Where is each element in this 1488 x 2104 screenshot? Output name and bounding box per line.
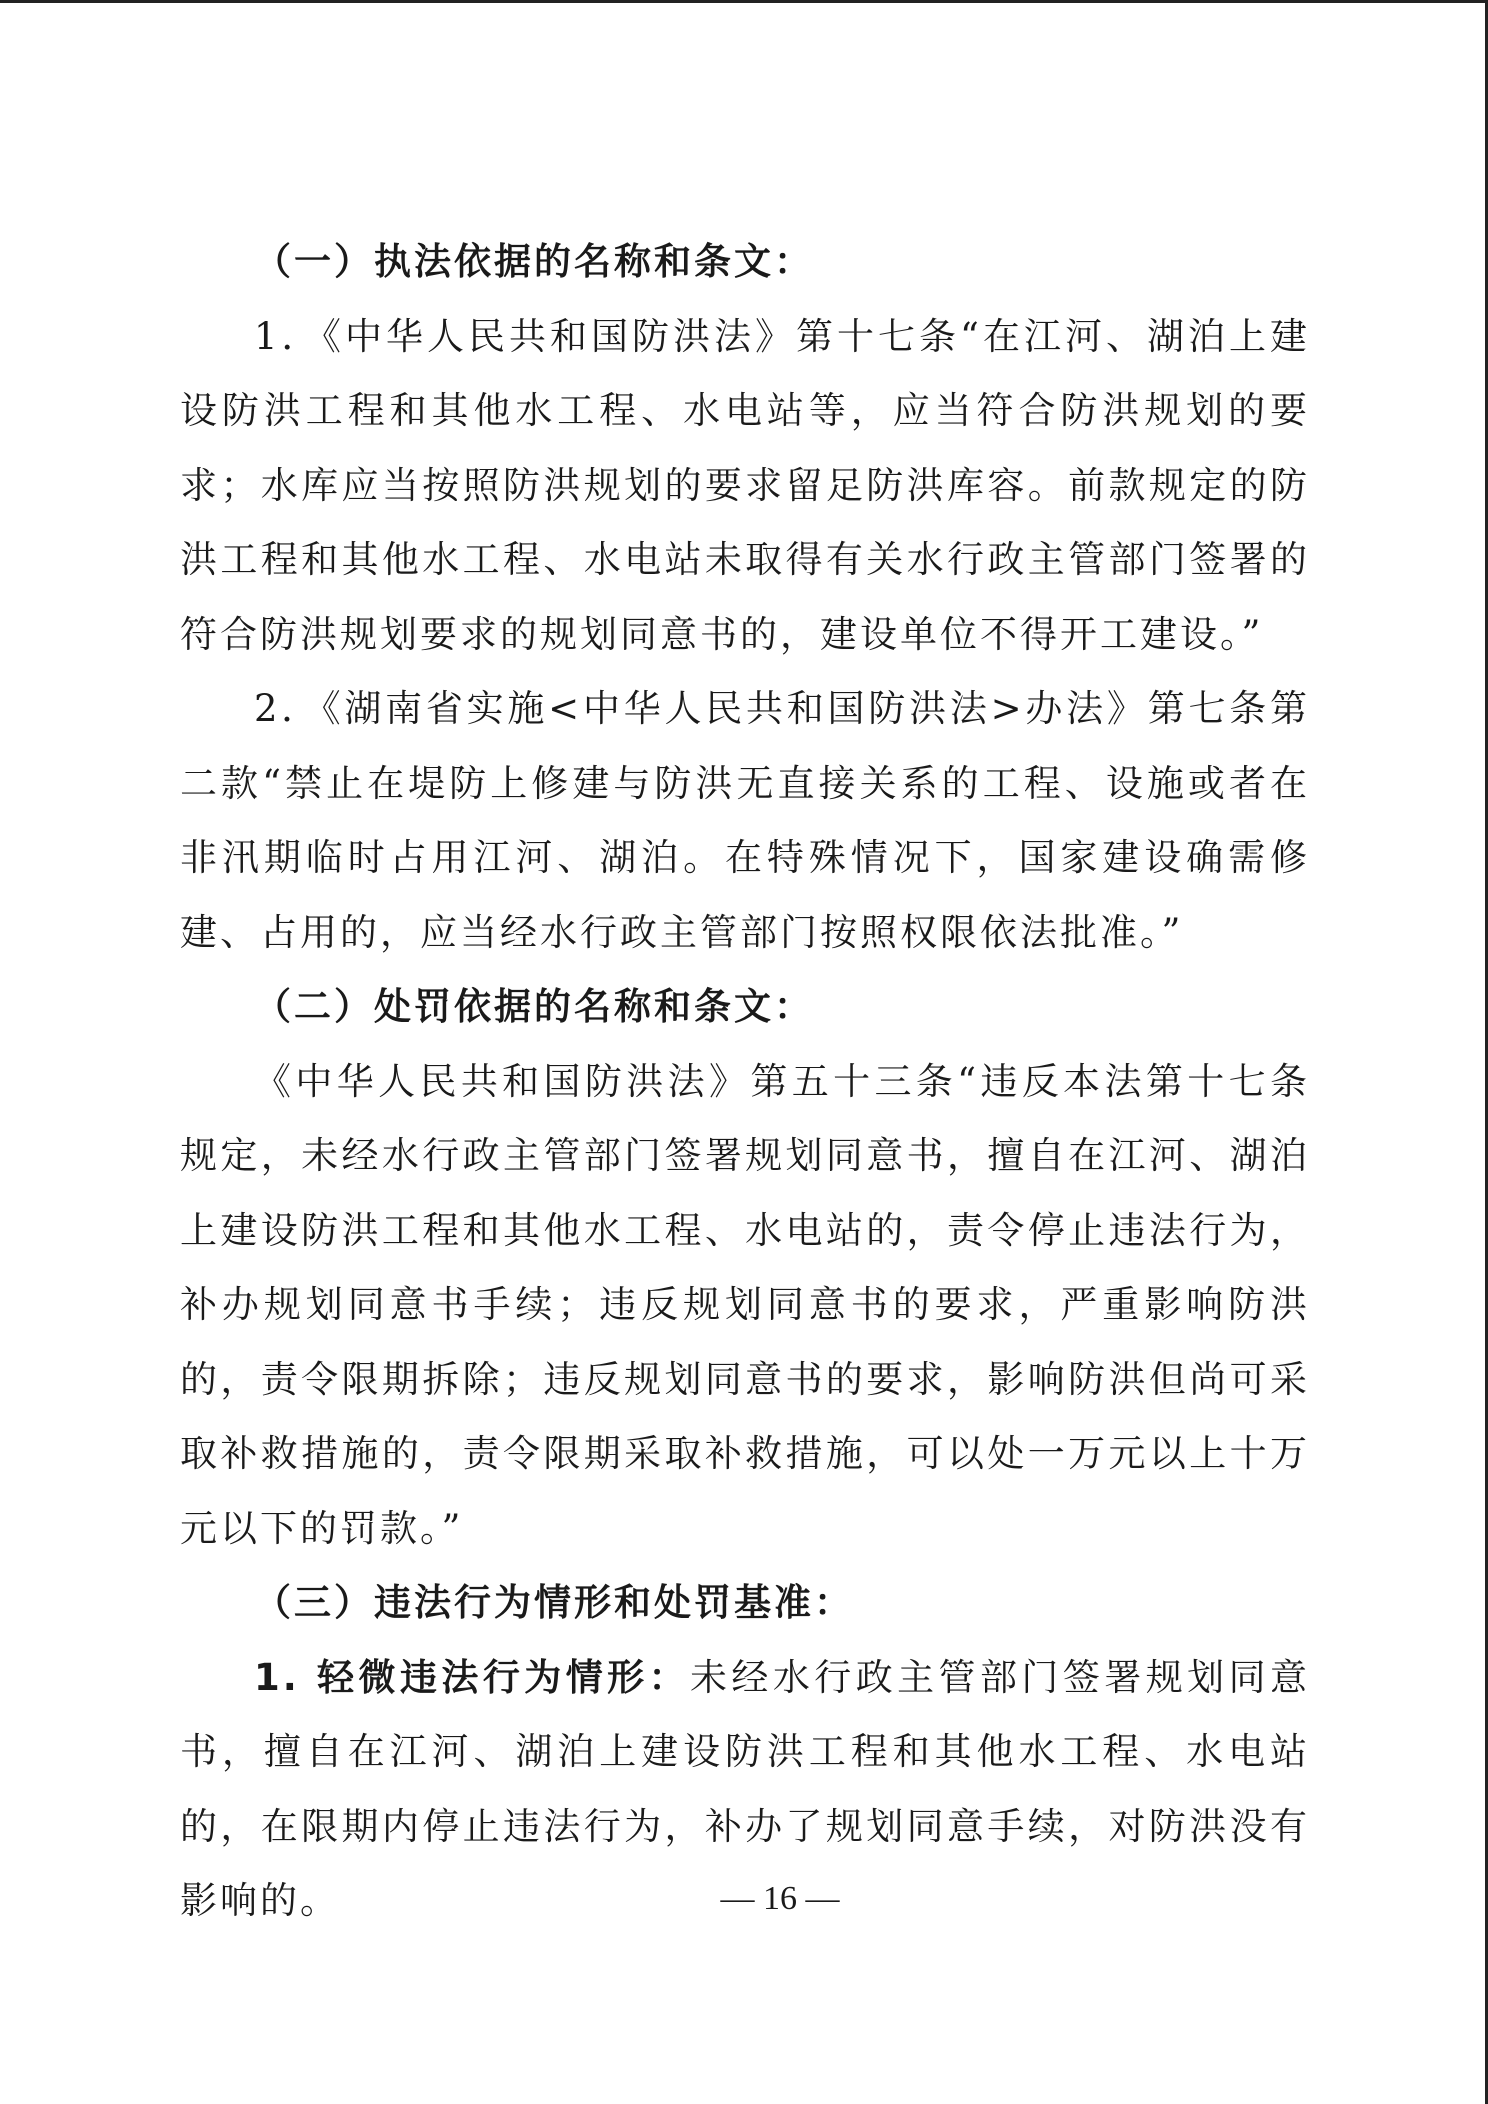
section-1-item-2: 2．《湖南省实施<中华人民共和国防洪法>办法》第七条第二款“禁止在堤防上修建与防洪无直接关系的工程、设施或者在非汛期临时占用江河、湖泊。在特殊情况下，国家建设确需修建、占用的，应当经水行政主管部门按照权限依法批准。” bbox=[180, 687, 1310, 954]
section-3-heading: （三）违法行为情形和处罚基准： bbox=[254, 1581, 854, 1624]
page-top-border bbox=[0, 0, 1488, 3]
section-3-item-1-body: 未经水行政主管部门签署规划同意书，擅自在江河、湖泊上建设防洪工程和其他水工程、水电站的，在限期内停止违法行为，补办了规划同意手续，对防洪没有影响的。 bbox=[180, 1655, 1310, 1922]
section-3-item-1-lead: 1. 轻微违法行为情形： bbox=[254, 1655, 690, 1699]
page-number: — 16 — bbox=[720, 1880, 840, 1917]
section-2-body: 《中华人民共和国防洪法》第五十三条“违反本法第十七条规定，未经水行政主管部门签署规划同意书，擅自在江河、湖泊上建设防洪工程和其他水工程、水电站的，责令停止违法行为，补办规划同意书手续；违反规划同意书的要求，严重影响防洪的，责令限期拆除；违反规划同意书的要求，影响防洪但尚可采取补救措施的，责令限期采取补救措施，可以处一万元以上十万元以下的罚款。” bbox=[180, 1059, 1310, 1550]
document-body bbox=[180, 225, 1310, 1939]
section-1-item-1: 1．《中华人民共和国防洪法》第十七条“在江河、湖泊上建设防洪工程和其他水工程、水电站等，应当符合防洪规划的要求；水库应当按照防洪规划的要求留足防洪库容。前款规定的防洪工程和其他水工程、水电站未取得有关水行政主管部门签署的符合防洪规划要求的规划同意书的，建设单位不得开工建设。” bbox=[180, 314, 1310, 656]
section-2-heading: （二）处罚依据的名称和条文： bbox=[254, 985, 814, 1028]
section-1-heading: （一）执法依据的名称和条文： bbox=[254, 240, 814, 283]
